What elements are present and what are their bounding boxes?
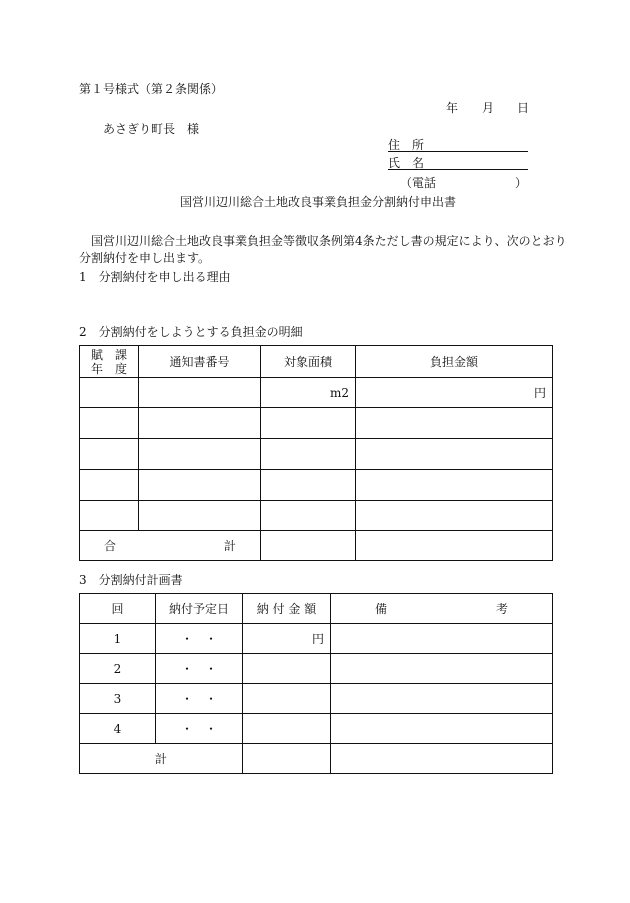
cell-year[interactable] xyxy=(80,439,139,470)
total-row xyxy=(80,744,553,774)
cell-amount[interactable] xyxy=(356,439,553,470)
cell-area[interactable] xyxy=(261,470,356,501)
table-row xyxy=(80,439,553,470)
cell-year[interactable] xyxy=(80,408,139,439)
unit-m2: m2 xyxy=(329,385,349,400)
cell-amount[interactable] xyxy=(356,501,553,531)
date-month-label: 月 xyxy=(482,101,495,115)
cell-payment-date[interactable]: ・ ・ xyxy=(156,654,243,684)
cell-notice-number[interactable] xyxy=(139,408,261,439)
date-day-label: 日 xyxy=(517,101,530,115)
cell-amount[interactable] xyxy=(356,378,553,408)
cell-year[interactable] xyxy=(80,378,139,408)
cell-notice-number[interactable] xyxy=(139,470,261,501)
cell-payment-amount[interactable] xyxy=(243,684,331,714)
table-row xyxy=(80,501,553,531)
total-label: 計 xyxy=(80,744,243,774)
cell-payment-date[interactable]: ・ ・ xyxy=(156,684,243,714)
cell-remarks[interactable] xyxy=(331,654,553,684)
total-payment-amount[interactable] xyxy=(243,744,331,774)
charge-detail-table xyxy=(79,345,553,561)
cell-year[interactable] xyxy=(80,501,139,531)
cell-amount[interactable] xyxy=(356,408,553,439)
table-row xyxy=(80,378,553,408)
header-target-area: 対象面積 xyxy=(261,346,356,378)
phone-close: ） xyxy=(515,176,528,190)
cell-notice-number[interactable] xyxy=(139,439,261,470)
body-text-line2: 分割納付を申し出ます。 xyxy=(79,251,211,265)
table-row xyxy=(80,714,553,744)
section3-heading: 3 分割納付計画書 xyxy=(79,573,183,587)
total-row xyxy=(80,531,553,561)
cell-payment-date[interactable]: ・ ・ xyxy=(156,624,243,654)
table-row xyxy=(80,684,553,714)
cell-area[interactable] xyxy=(261,439,356,470)
cell-area[interactable] xyxy=(261,378,356,408)
table-header-row xyxy=(80,594,553,624)
cell-payment-amount[interactable]: 円 xyxy=(243,624,331,654)
table-header-row xyxy=(80,346,553,378)
cell-installment-no: 4 xyxy=(80,714,156,744)
total-area[interactable] xyxy=(261,531,356,561)
section2-heading: 2 分割納付をしようとする負担金の明細 xyxy=(79,325,303,339)
header-charge-amount: 負担金額 xyxy=(356,346,553,378)
address-field[interactable] xyxy=(388,136,528,152)
total-label: 合 計 xyxy=(80,531,261,561)
cell-payment-amount[interactable] xyxy=(243,654,331,684)
table-row xyxy=(80,624,553,654)
total-amount[interactable] xyxy=(356,531,553,561)
cell-installment-no: 3 xyxy=(80,684,156,714)
cell-installment-no: 1 xyxy=(80,624,156,654)
name-field[interactable] xyxy=(388,154,528,170)
header-notice-number: 通知書番号 xyxy=(139,346,261,378)
unit-yen: 円 xyxy=(533,386,546,400)
phone-label: （電話 xyxy=(400,176,437,190)
table-row xyxy=(80,408,553,439)
cell-notice-number[interactable] xyxy=(139,378,261,408)
cell-payment-amount[interactable] xyxy=(243,714,331,744)
cell-area[interactable] xyxy=(261,408,356,439)
table-row xyxy=(80,654,553,684)
section1-heading: 1 分割納付を申し出る理由 xyxy=(79,270,231,284)
cell-installment-no: 2 xyxy=(80,654,156,684)
header-payment-date: 納付予定日 xyxy=(156,594,243,624)
addressee: あさぎり町長 様 xyxy=(103,122,200,136)
body-text-line1: 国営川辺川総合土地改良事業負担金等徴収条例第4条ただし書の規定により、次のとおり xyxy=(91,234,567,248)
header-remarks: 備 考 xyxy=(331,594,553,624)
cell-year[interactable] xyxy=(80,470,139,501)
form-number: 第１号様式（第２条関係） xyxy=(79,82,224,96)
cell-notice-number[interactable] xyxy=(139,501,261,531)
name-label: 氏 名 xyxy=(388,156,425,170)
cell-remarks[interactable] xyxy=(331,714,553,744)
cell-remarks[interactable] xyxy=(331,624,553,654)
cell-payment-date[interactable]: ・ ・ xyxy=(156,714,243,744)
table-row xyxy=(80,470,553,501)
cell-remarks[interactable] xyxy=(331,684,553,714)
address-label: 住 所 xyxy=(388,138,425,152)
cell-area[interactable] xyxy=(261,501,356,531)
payment-plan-table xyxy=(79,593,553,774)
total-remarks[interactable] xyxy=(331,744,553,774)
header-installment-no: 回 xyxy=(80,594,156,624)
header-payment-amount: 納 付 金 額 xyxy=(243,594,331,624)
cell-amount[interactable] xyxy=(356,470,553,501)
document-title: 国営川辺川総合土地改良事業負担金分割納付申出書 xyxy=(180,195,457,209)
date-year-label: 年 xyxy=(446,101,459,115)
header-levy-year: 賦 課 年 度 xyxy=(80,346,139,378)
